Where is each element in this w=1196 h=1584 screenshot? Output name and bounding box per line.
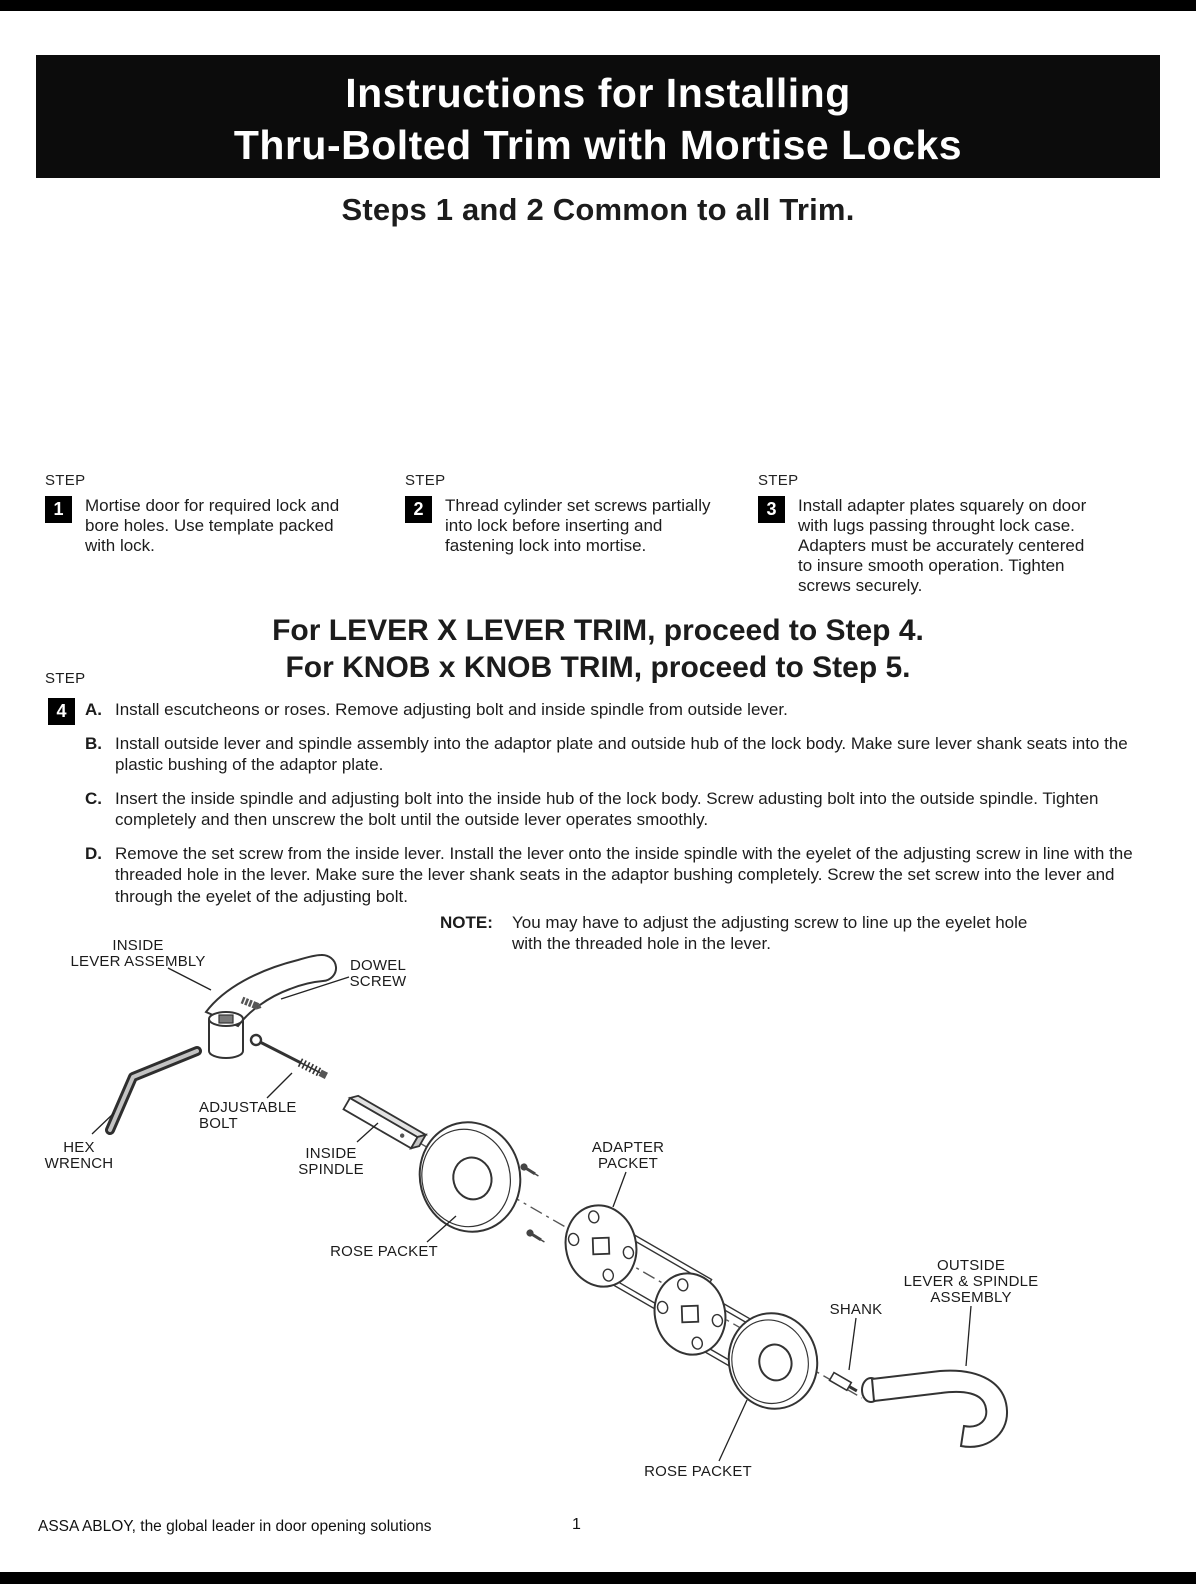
step-1-number-badge: 1 [45,496,72,523]
adapter-plate-figure [646,1266,734,1362]
label-outside-lever: LEVER & SPINDLE [903,1273,1039,1290]
label-adapter-packet: PACKET [597,1155,659,1172]
trim-direction-heading [0,612,1196,686]
note-text: You may have to adjust the adjusting screw to line up the eyelet hole with the threaded hole in the lever. [512,913,1028,953]
step-4-items [85,699,1133,919]
step-2-label: STEP [405,472,446,489]
step-3-label: STEP [758,472,799,489]
label-dowel-screw: SCREW [349,973,407,990]
label-adapter-packet: ADAPTER [591,1139,665,1156]
step-2-number-badge: 2 [405,496,432,523]
inside-spindle-figure [344,1093,426,1151]
step-4-number-badge: 4 [48,698,75,725]
step-2-block [405,472,758,596]
item-d-letter: D. [85,843,102,863]
label-adjustable-bolt: ADJUSTABLE [199,1099,297,1116]
step-4-label: STEP [45,670,86,687]
step-3-block [758,472,1158,596]
title-banner [36,55,1160,178]
label-rose-packet-inside: ROSE PACKET [330,1243,438,1260]
step-4-item-a [85,699,1133,721]
inside-lever-figure [206,955,336,1058]
page-number: 1 [572,1516,581,1533]
step-4-item-d [85,843,1133,908]
label-shank: SHANK [829,1301,883,1318]
page-title-line1: Instructions for Installing [345,70,851,116]
heading-knob-trim: For KNOB x KNOB TRIM, proceed to Step 5. [285,651,911,684]
label-inside-spindle: SPINDLE [298,1161,364,1178]
adjustable-bolt-figure [249,1033,328,1080]
steps-row [45,472,1160,596]
note-label: NOTE: [440,913,493,932]
rose-packet-outside-figure [719,1304,828,1418]
label-outside-lever: OUTSIDE [936,1257,1006,1274]
page-edge-top [0,0,1196,11]
step-2-text: Thread cylinder set screws partially into lock before inserting and fastening lock into mortise. [445,496,711,555]
label-inside-lever-assembly: LEVER ASSEMBLY [70,953,206,970]
footer-company: ASSA ABLOY, the global leader in door opening solutions [38,1518,432,1535]
label-outside-lever: ASSEMBLY [930,1289,1012,1306]
rose-packet-inside-figure [408,1112,532,1243]
page-edge-bottom [0,1572,1196,1584]
label-rose-packet-outside: ROSE PACKET [644,1463,752,1480]
item-a-letter: A. [85,700,102,719]
step-1-label: STEP [45,472,86,489]
step-4-item-b [85,733,1133,776]
mounting-screw-figure [519,1162,540,1179]
label-inside-lever-assembly: INSIDE [112,937,164,954]
heading-lever-trim: For LEVER X LEVER TRIM, proceed to Step 4. [272,614,924,647]
item-b-text: Install outside lever and spindle assembly into the adaptor plate and outside hub of the lock body. Make sure lever shank seats into the plastic bushing of the adaptor plate. [115,733,1128,774]
hex-wrench-figure [110,1051,197,1130]
step-3-number-badge: 3 [758,496,785,523]
exploded-view-diagram [0,920,1196,1510]
item-c-letter: C. [85,788,102,808]
step-3-text: Install adapter plates squarely on door with lugs passing throught lock case. Adapters must be accurately centered to insure smooth operation. Tighten screws securely. [798,496,1087,595]
step-4-item-c [85,788,1133,831]
item-d-text: Remove the set screw from the inside lever. Install the lever onto the inside spindle with the eyelet of the adjusting screw in line with the threaded hole in the lever. Make sure the lever shank seats in the adaptor bushing completely. Screw the set screw into the lever and through the eyelet of the adjusting bolt. [115,843,1133,906]
mounting-screw-figure [525,1228,546,1245]
step-1-block [45,472,405,596]
item-c-text: Insert the inside spindle and adjusting bolt into the inside hub of the lock body. Screw adusting bolt into the outside spindle. Tighten completely and then unscrew the bolt until the outside lever operates smoothly. [115,788,1099,829]
step-1-text: Mortise door for required lock and bore holes. Use template packed with lock. [85,496,340,555]
label-inside-spindle: INSIDE [305,1145,357,1162]
outside-lever-figure [862,1371,1007,1447]
item-a-text: Install escutcheons or roses. Remove adjusting bolt and inside spindle from outside lever. [115,700,788,719]
label-hex-wrench: HEX [63,1139,95,1156]
shank-figure [830,1373,860,1395]
label-dowel-screw: DOWEL [349,957,407,974]
item-b-letter: B. [85,733,102,753]
label-hex-wrench: WRENCH [44,1155,114,1172]
page-title-line2: Thru-Bolted Trim with Mortise Locks [233,122,963,168]
adapter-plate-figure [557,1198,645,1294]
subtitle: Steps 1 and 2 Common to all Trim. [341,192,855,227]
label-adjustable-bolt: BOLT [199,1115,238,1132]
